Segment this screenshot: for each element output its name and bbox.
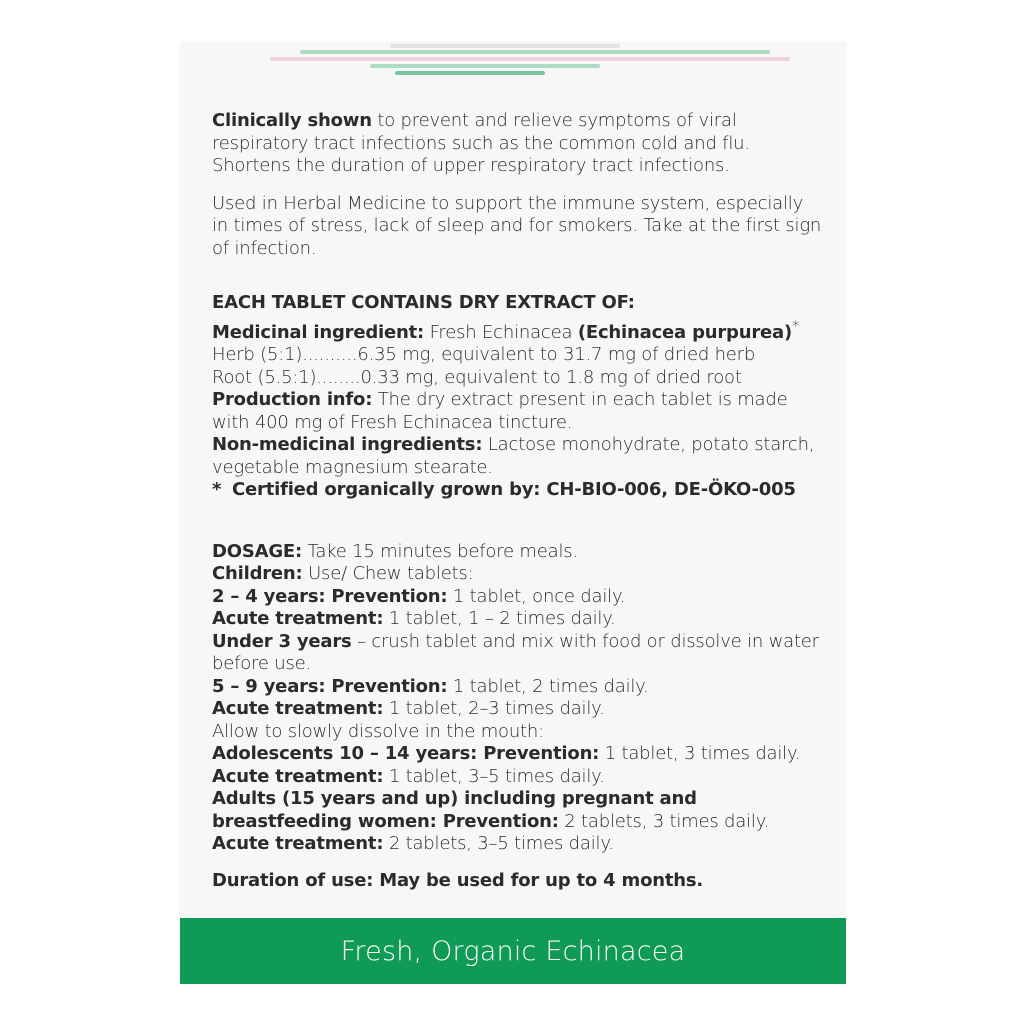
certified-organic-line: * Certified organically grown by: CH-BIO-006, DE-ÖKO-005 [212,479,796,500]
label-text [212,110,824,892]
intro-paragraph [212,110,824,178]
clinically-shown-label: Clinically shown [212,110,372,131]
herb-line: Herb (5:1)..........6.35 mg, equivalent to 31.7 mg of dried herb [212,344,756,365]
dissolve-line: Allow to slowly dissolve in the mouth: [212,720,544,742]
medicinal-ingredient: Medicinal ingredient: Fresh Echinacea (Echinacea purpurea)* [212,316,800,343]
ghost-line [370,64,600,68]
duration-of-use: Duration of use: May be used for up to 4 months. [212,869,704,891]
footer-band [180,918,846,984]
adolescents-line: Adolescents 10 – 14 years: Prevention: 1 tablet, 3 times daily. [212,743,801,764]
children-line: Children: Use/ Chew tablets: [212,563,474,584]
dosage-line: DOSAGE: Take 15 minutes before meals. [212,540,578,562]
root-line: Root (5.5:1)........0.33 mg, equivalent to 1.8 mg of dried root [212,366,742,388]
ingredients-heading: EACH TABLET CONTAINS DRY EXTRACT OF: [212,292,635,313]
ghost-line [300,50,770,54]
acute-treatment-line: Acute treatment: 1 tablet, 1 – 2 times daily. [212,608,616,629]
acute-treatment-line: Acute treatment: 1 tablet, 2–3 times daily. [212,698,605,719]
footer-band-text: Fresh, Organic Echinacea [340,935,686,967]
top-ghost-print [180,42,846,82]
production-info: Production info: The dry extract present in each tablet is made with 400 mg of Fresh Echinacea tincture. [212,389,788,433]
ghost-line [390,44,620,48]
adults-line: Adults (15 years and up) including pregnant and breastfeeding women: Prevention: 2 tablets, 3 times daily. [212,788,770,832]
acute-treatment-line: Acute treatment: 1 tablet, 3–5 times daily. [212,765,605,787]
age-5-9-line: 5 – 9 years: Prevention: 1 tablet, 2 times daily. [212,675,649,697]
age-2-4-line: 2 – 4 years: Prevention: 1 tablet, once daily. [212,585,626,607]
non-medicinal-ingredients: Non-medicinal ingredients: Lactose monohydrate, potato starch, vegetable magnesium stearate. [212,434,815,478]
acute-treatment-line: Acute treatment: 2 tablets, 3–5 times daily. [212,833,614,854]
package-back-panel [180,42,846,984]
ghost-line [270,57,790,61]
under-3-line: Under 3 years – crush tablet and mix with food or dissolve in water before use. [212,630,819,674]
intro-text: to prevent and relieve symptoms of viral respiratory tract infections such as the common cold and flu. Shortens the duration of upper respiratory tract infections. [212,110,750,176]
ghost-line [395,71,545,75]
herbal-medicine-paragraph: Used in Herbal Medicine to support the immune system, especially in times of stress, lack of sleep and for smokers. Take at the first sign of infection. [212,192,822,259]
